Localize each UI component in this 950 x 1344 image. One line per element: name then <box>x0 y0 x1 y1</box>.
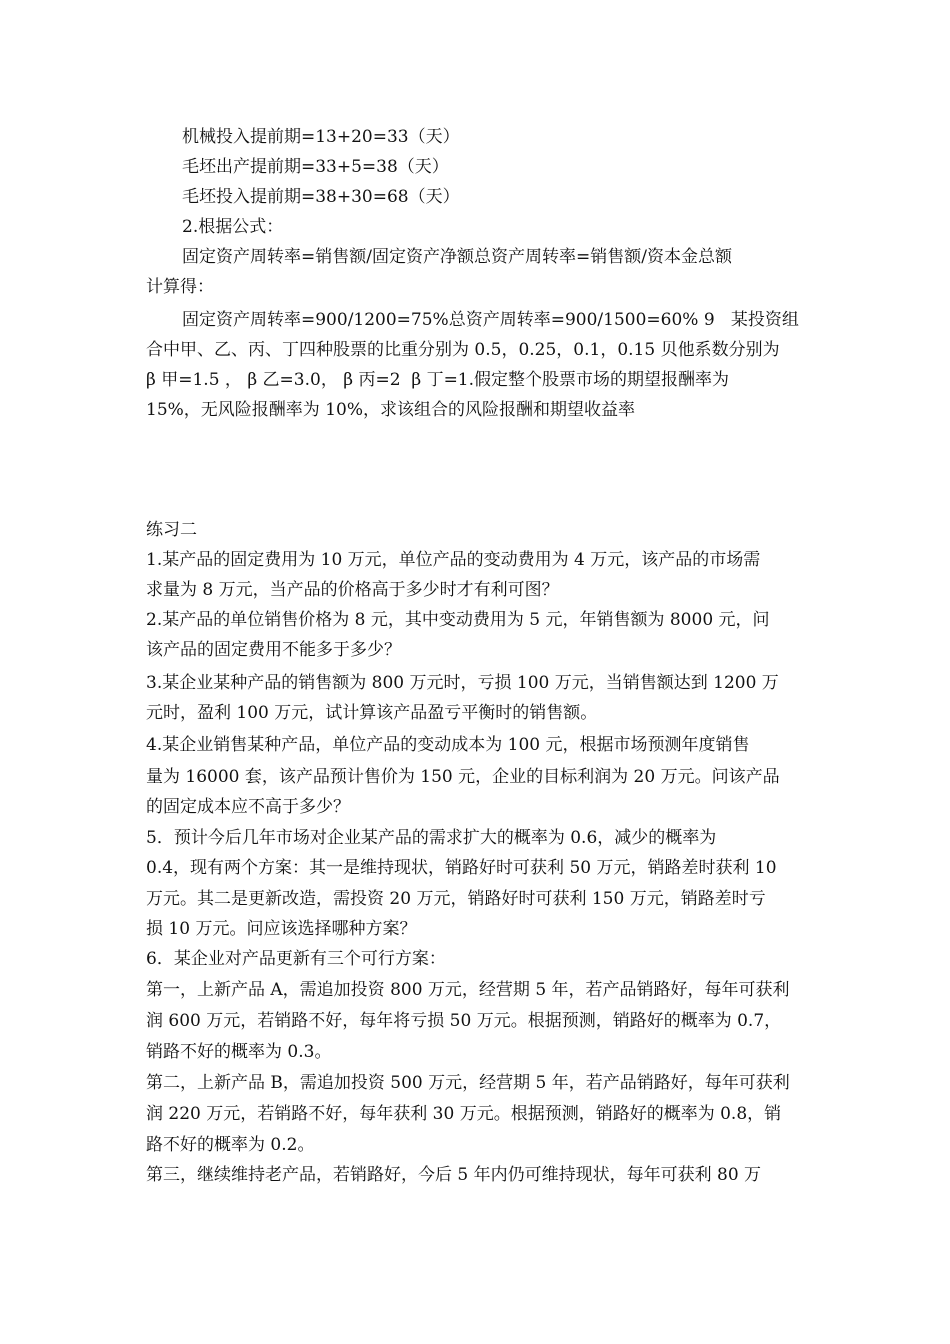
text-line: 固定资产周转率=900/1200=75%总资产周转率=900/1500=60% 9 某投资组 <box>182 310 799 330</box>
text-line: 15%，无风险报酬率为 10%，求该组合的风险报酬和期望收益率 <box>146 400 635 420</box>
text-line: 3.某企业某种产品的销售额为 800 万元时，亏损 100 万元，当销售额达到 1200 万 <box>146 673 779 693</box>
text-line: 损 10 万元。问应该选择哪种方案？ <box>146 919 417 939</box>
text-line: 1.某产品的固定费用为 10 万元，单位产品的变动费用为 4 万元，该产品的市场需 <box>146 550 761 570</box>
text-line: 量为 16000 套，该产品预计售价为 150 元，企业的目标利润为 20 万元。问该产品 <box>146 767 780 787</box>
text-line: 第二，上新产品 B，需追加投资 500 万元，经营期 5 年，若产品销路好，每年可获利 <box>146 1073 790 1093</box>
text-line: 毛坯出产提前期=33+5=38（天） <box>182 157 449 177</box>
text-line: 0.4，现有两个方案：其一是维持现状，销路好时可获利 50 万元，销路差时获利 10 <box>146 858 777 878</box>
text-line: 第一，上新产品 A，需追加投资 800 万元，经营期 5 年，若产品销路好，每年可获利 <box>146 980 790 1000</box>
text-line: 润 220 万元，若销路不好，每年获利 30 万元。根据预测，销路好的概率为 0.8，销 <box>146 1104 782 1124</box>
text-line: 路不好的概率为 0.2。 <box>146 1135 315 1155</box>
text-line: β 甲=1.5 ， β 乙=3.0， β 丙=2 β 丁=1.假定整个股票市场的期望报酬率为 <box>146 370 730 390</box>
text-line: 毛坯投入提前期=38+30=68（天） <box>182 187 460 207</box>
text-line: 4.某企业销售某种产品，单位产品的变动成本为 100 元，根据市场预测年度销售 <box>146 735 750 755</box>
text-line: 6．某企业对产品更新有三个可行方案： <box>146 949 446 969</box>
text-line: 5．预计今后几年市场对企业某产品的需求扩大的概率为 0.6，减少的概率为 <box>146 828 717 848</box>
text-line: 计算得： <box>146 277 214 297</box>
text-line: 合中甲、乙、丙、丁四种股票的比重分别为 0.5，0.25，0.1，0.15 贝他系数分别为 <box>146 340 780 360</box>
text-line: 润 600 万元，若销路不好，每年将亏损 50 万元。根据预测，销路好的概率为 0.7， <box>146 1011 782 1031</box>
text-line: 固定资产周转率=销售额/固定资产净额总资产周转率=销售额/资本金总额 <box>182 247 732 267</box>
text-line: 2.根据公式： <box>182 217 284 237</box>
text-line: 元时，盈利 100 万元，试计算该产品盈亏平衡时的销售额。 <box>146 703 598 723</box>
text-line: 销路不好的概率为 0.3。 <box>146 1042 332 1062</box>
text-line: 第三，继续维持老产品，若销路好，今后 5 年内仍可维持现状，每年可获利 80 万 <box>146 1165 762 1185</box>
text-line: 机械投入提前期=13+20=33（天） <box>182 127 460 147</box>
text-line: 万元。其二是更新改造，需投资 20 万元，销路好时可获利 150 万元，销路差时亏 <box>146 889 766 909</box>
text-line: 求量为 8 万元，当产品的价格高于多少时才有利可图？ <box>146 580 559 600</box>
text-line: 该产品的固定费用不能多于多少？ <box>146 640 401 660</box>
text-line: 2.某产品的单位销售价格为 8 元，其中变动费用为 5 元，年销售额为 8000 元，问 <box>146 610 770 630</box>
section-title: 练习二 <box>146 520 197 540</box>
text-line: 的固定成本应不高于多少？ <box>146 797 350 817</box>
